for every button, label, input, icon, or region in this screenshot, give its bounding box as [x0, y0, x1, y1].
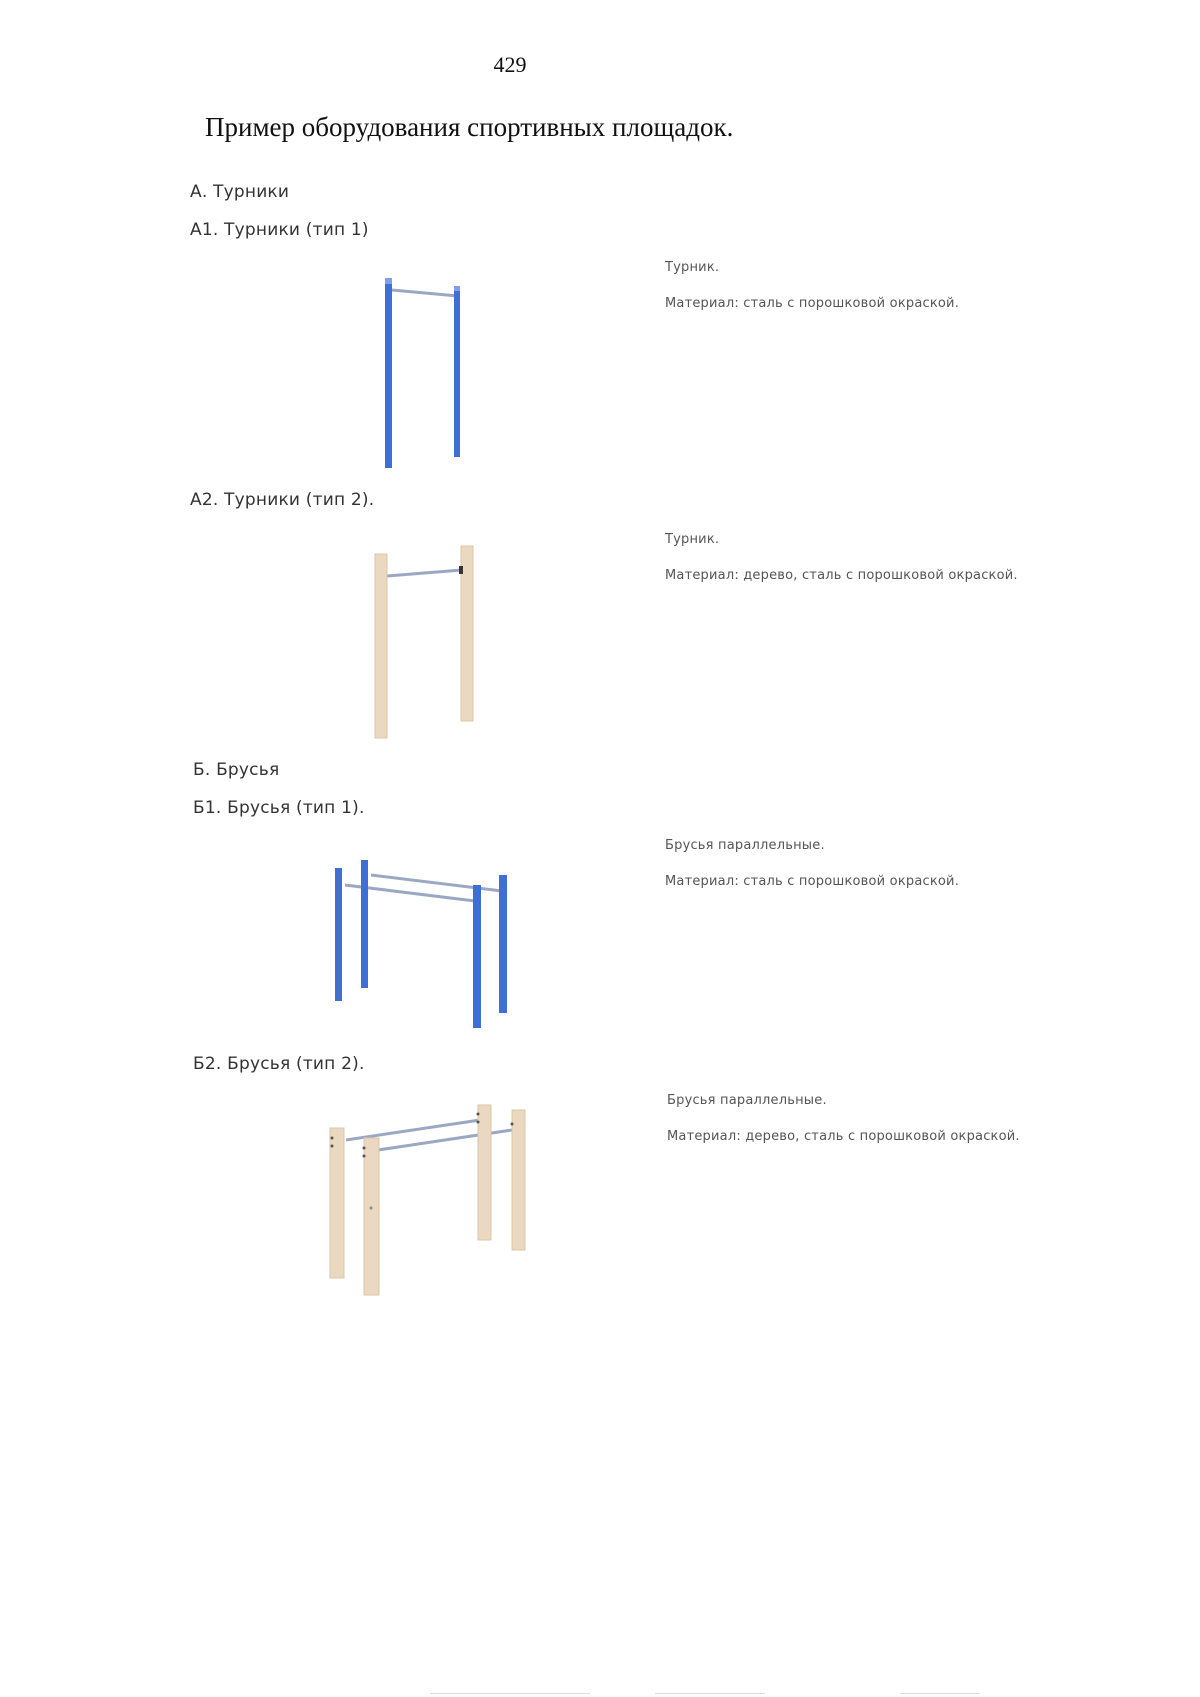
page-title: Пример оборудования спортивных площадок.: [205, 112, 734, 142]
item-material-a2: Материал: дерево, сталь с порошковой окраской.: [665, 568, 1018, 583]
item-heading-b2: Б2. Брусья (тип 2).: [193, 1054, 365, 1074]
pull-up-bar-steel-icon: [370, 270, 470, 470]
item-heading-b1: Б1. Брусья (тип 1).: [193, 798, 365, 818]
item-heading-a2: А2. Турники (тип 2).: [190, 490, 375, 510]
item-material-b2: Материал: дерево, сталь с порошковой окраской.: [667, 1129, 1020, 1144]
bottom-scan-line: [900, 1693, 980, 1694]
page-number: 429: [493, 52, 527, 77]
item-heading-a1: А1. Турники (тип 1): [190, 220, 369, 240]
item-name-b2: Брусья параллельные.: [667, 1093, 827, 1108]
parallel-bars-wood-icon: [320, 1100, 540, 1300]
item-material-a1: Материал: сталь с порошковой окраской.: [665, 296, 960, 311]
item-material-b1: Материал: сталь с порошковой окраской.: [665, 874, 960, 889]
bottom-scan-line: [655, 1693, 765, 1694]
section-heading-brusya: Б. Брусья: [193, 760, 280, 780]
bottom-scan-line: [430, 1693, 590, 1694]
section-heading-turniki: А. Турники: [190, 182, 290, 202]
item-name-a2: Турник.: [665, 532, 720, 547]
item-name-b1: Брусья параллельные.: [665, 838, 825, 853]
item-name-a1: Турник.: [665, 260, 720, 275]
parallel-bars-steel-icon: [325, 855, 525, 1030]
pull-up-bar-wood-icon: [365, 540, 475, 740]
